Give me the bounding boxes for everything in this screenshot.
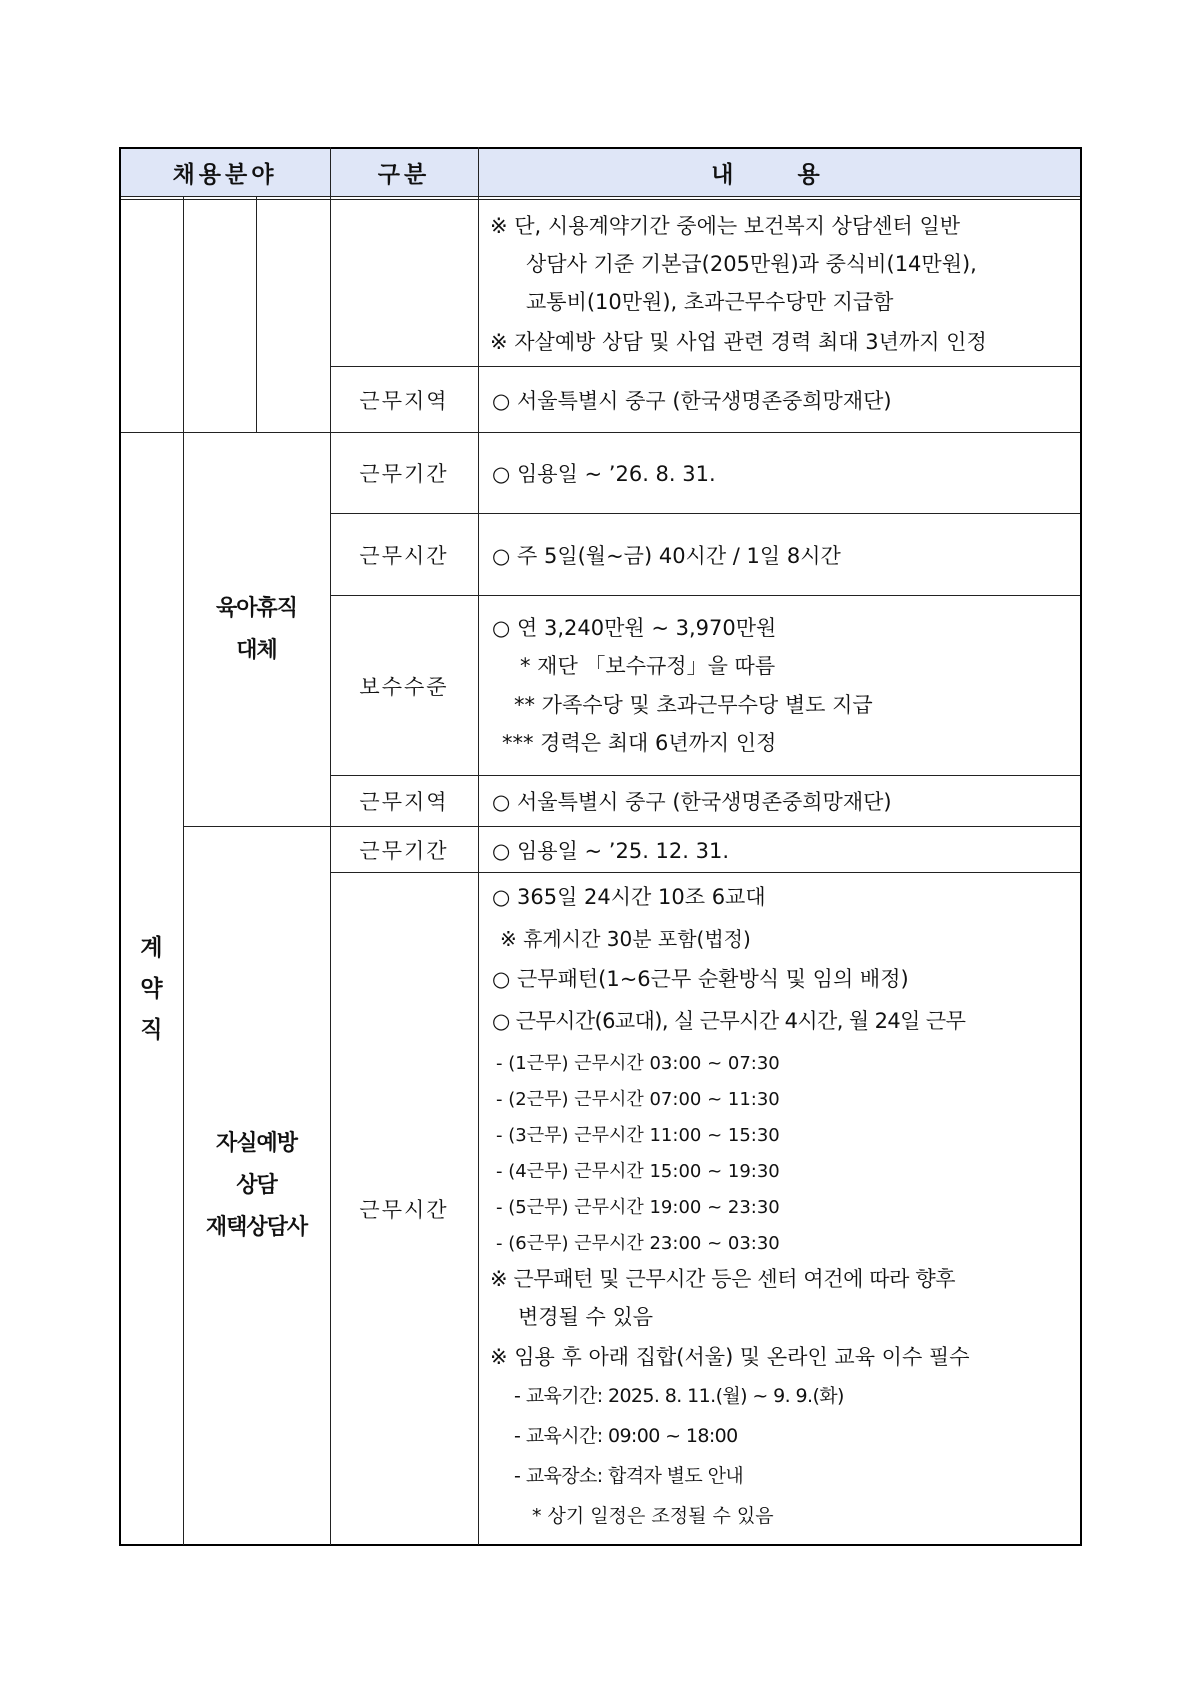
category-line: 자실예방 xyxy=(215,1131,297,1156)
row-divider xyxy=(120,432,1082,433)
suicide-hours-label: 근무시간 xyxy=(359,1198,449,1222)
row-divider xyxy=(330,513,1082,514)
table-border-top xyxy=(119,147,1082,149)
header-division: 구분 xyxy=(330,148,478,196)
pay-line: * 재단 「보수규정」을 따름 xyxy=(520,654,776,678)
hours-line: ○ 근무패턴(1~6근무 순환방식 및 임의 배정) xyxy=(492,967,909,991)
hours-line: * 상기 일정은 조정될 수 있음 xyxy=(532,1505,774,1527)
hours-line: ※ 휴게시간 30분 포함(법정) xyxy=(500,927,751,951)
row-divider xyxy=(330,872,1082,873)
hours-line: - (2근무) 근무시간 07:00 ~ 11:30 xyxy=(496,1089,780,1110)
category-line: 재택상담사 xyxy=(205,1215,308,1240)
column-divider xyxy=(256,197,257,433)
header-field: 채용분야 xyxy=(120,148,330,196)
parental-leave-category xyxy=(183,433,330,826)
hours-line: - (4근무) 근무시간 15:00 ~ 19:30 xyxy=(496,1161,780,1182)
column-divider xyxy=(478,147,479,1545)
row-divider xyxy=(330,775,1082,776)
column-divider xyxy=(183,197,184,1545)
header-divider xyxy=(120,196,1082,197)
contract-label-char: 약 xyxy=(140,975,163,1002)
contract-label-char: 직 xyxy=(140,1016,163,1043)
category-line: 육아휴직 xyxy=(215,595,297,621)
suicide-period-value: ○ 임용일 ~ ’25. 12. 31. xyxy=(492,838,730,863)
parental-pay-label: 보수수준 xyxy=(359,674,449,699)
pay-line: ○ 연 3,240만원 ~ 3,970만원 xyxy=(492,616,777,640)
hours-line: - (3근무) 근무시간 11:00 ~ 15:30 xyxy=(496,1125,780,1146)
hours-line: - 교육시간: 09:00 ~ 18:00 xyxy=(514,1425,738,1447)
table-border-right xyxy=(1080,147,1082,1546)
top-location-label: 근무지역 xyxy=(359,388,449,413)
parental-hours-value: ○ 주 5일(월~금) 40시간 / 1일 8시간 xyxy=(492,543,841,568)
note-line: ※ 자살예방 상담 및 사업 관련 경력 최대 3년까지 인정 xyxy=(490,330,987,354)
pay-line: *** 경력은 최대 6년까지 인정 xyxy=(502,731,777,755)
row-divider xyxy=(330,595,1082,596)
row-divider xyxy=(330,366,1082,367)
parental-period-label: 근무기간 xyxy=(359,462,449,486)
hours-line: ※ 근무패턴 및 근무시간 등은 센터 여건에 따라 향후 xyxy=(490,1267,956,1291)
parental-hours-label: 근무시간 xyxy=(359,543,449,568)
parental-location-label: 근무지역 xyxy=(359,790,449,814)
category-line: 상담 xyxy=(236,1173,277,1198)
parental-location-value: ○ 서울특별시 중구 (한국생명존중희망재단) xyxy=(492,790,892,814)
table-border-left xyxy=(119,147,121,1546)
contract-label xyxy=(120,433,183,1545)
table-border-bottom xyxy=(119,1544,1082,1546)
suicide-hours-details xyxy=(478,873,1081,1545)
contract-label-char: 계 xyxy=(140,934,163,961)
top-block-notes xyxy=(478,198,1081,366)
parental-period-value: ○ 임용일 ~ ’26. 8. 31. xyxy=(492,462,716,486)
hours-line: - (5근무) 근무시간 19:00 ~ 23:30 xyxy=(496,1197,780,1218)
column-divider xyxy=(330,147,331,1545)
hours-line: - 교육기간: 2025. 8. 11.(월) ~ 9. 9.(화) xyxy=(514,1385,844,1407)
note-line: ※ 단, 시용계약기간 중에는 보건복지 상담센터 일반 xyxy=(490,214,961,238)
hours-line: 변경될 수 있음 xyxy=(518,1305,654,1329)
category-line: 대체 xyxy=(236,637,277,663)
parental-pay-details xyxy=(478,596,1081,775)
hours-line: ○ 365일 24시간 10조 6교대 xyxy=(492,885,766,909)
pay-line: ** 가족수당 및 초과근무수당 별도 지급 xyxy=(514,693,873,717)
header-content: 내 용 xyxy=(478,148,1081,196)
note-line: 교통비(10만원), 초과근무수당만 지급함 xyxy=(526,290,894,314)
note-line: 상담사 기준 기본급(205만원)과 중식비(14만원), xyxy=(526,252,977,276)
header-divider xyxy=(120,199,1082,200)
hours-line: - (6근무) 근무시간 23:00 ~ 03:30 xyxy=(496,1233,780,1254)
hours-line: ※ 임용 후 아래 집합(서울) 및 온라인 교육 이수 필수 xyxy=(490,1345,970,1369)
suicide-prevention-category xyxy=(183,827,330,1545)
row-divider xyxy=(183,826,1082,827)
hours-line: - 교육장소: 합격자 별도 안내 xyxy=(514,1465,744,1487)
hours-line: ○ 근무시간(6교대), 실 근무시간 4시간, 월 24일 근무 xyxy=(492,1009,966,1033)
suicide-period-label: 근무기간 xyxy=(359,838,449,863)
top-location-value: ○ 서울특별시 중구 (한국생명존중희망재단) xyxy=(492,388,892,413)
hours-line: - (1근무) 근무시간 03:00 ~ 07:30 xyxy=(496,1053,780,1074)
